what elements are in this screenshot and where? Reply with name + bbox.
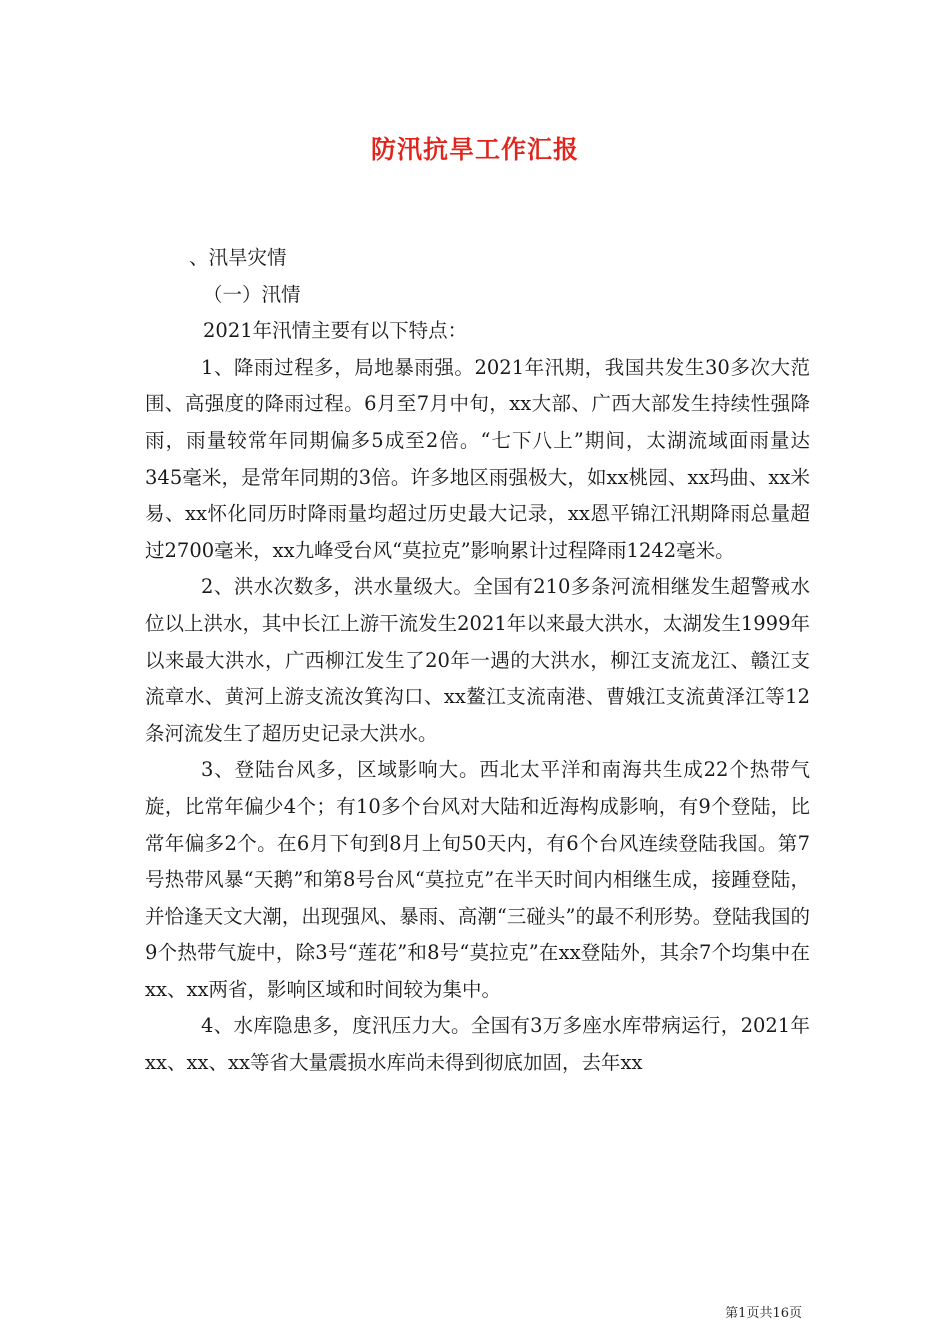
paragraph-typhoons: 3、登陆台风多，区域影响大。西北太平洋和南海共生成22个热带气旋，比常年偏少4个；有10多个台风对大陆和近海构成影响，有9个登陆，比常年偏多2个。在6月下旬到8月上旬50天内，有6个台风连续登陆我国。第7号热带风暴“天鹅”和第8号台风“莫拉克”在半天时间内相继生成，接踵登陆，并恰逢天文大潮，出现强风、暴雨、高潮“三碰头”的最不利形势。登陆我国的9个热带气旋中，除3号“莲花”和8号“莫拉克”在xx登陆外，其余7个均集中在xx、xx两省，影响区域和时间较为集中。	[145, 758, 810, 1001]
paragraph-rainfall: 1、降雨过程多，局地暴雨强。2021年汛期，我国共发生30多次大范围、高强度的降雨过程。6月至7月中旬，xx大部、广西大部发生持续性强降雨，雨量较常年同期偏多5成至2倍。“七下八上”期间，太湖流域面雨量达345毫米，是常年同期的3倍。许多地区雨强极大，如xx桃园、xx玛曲、xx米易、xx怀化同历时降雨量均超过历史最大记录，xx恩平锦江汛期降雨总量超过2700毫米，xx九峰受台风“莫拉克”影响累计过程降雨1242毫米。	[145, 355, 810, 562]
paragraph-floods: 2、洪水次数多，洪水量级大。全国有210多条河流相继发生超警戒水位以上洪水，其中长江上游干流发生2021年以来最大洪水，太湖发生1999年以来最大洪水，广西柳江发生了20年一遇的大洪水，柳江支流龙江、赣江支流章水、黄河上游支流汝箕沟口、xx鳌江支流南港、曹娥江支流黄泽江等12条河流发生了超历史记录大洪水。	[145, 575, 810, 745]
document-title: 防汛抗旱工作汇报	[370, 135, 579, 164]
subsection-heading: （一）汛情	[203, 282, 301, 306]
document-body	[145, 240, 810, 1082]
paragraph-reservoirs: 4、水库隐患多，度汛压力大。全国有3万多座水库带病运行，2021年xx、xx、xx等省大量震损水库尚未得到彻底加固，去年xx	[145, 1014, 810, 1075]
intro-paragraph: 2021年汛情主要有以下特点：	[203, 319, 468, 343]
page-number-footer: 第1页共16页	[725, 1306, 802, 1321]
section-heading: 、汛旱灾情	[189, 246, 287, 269]
